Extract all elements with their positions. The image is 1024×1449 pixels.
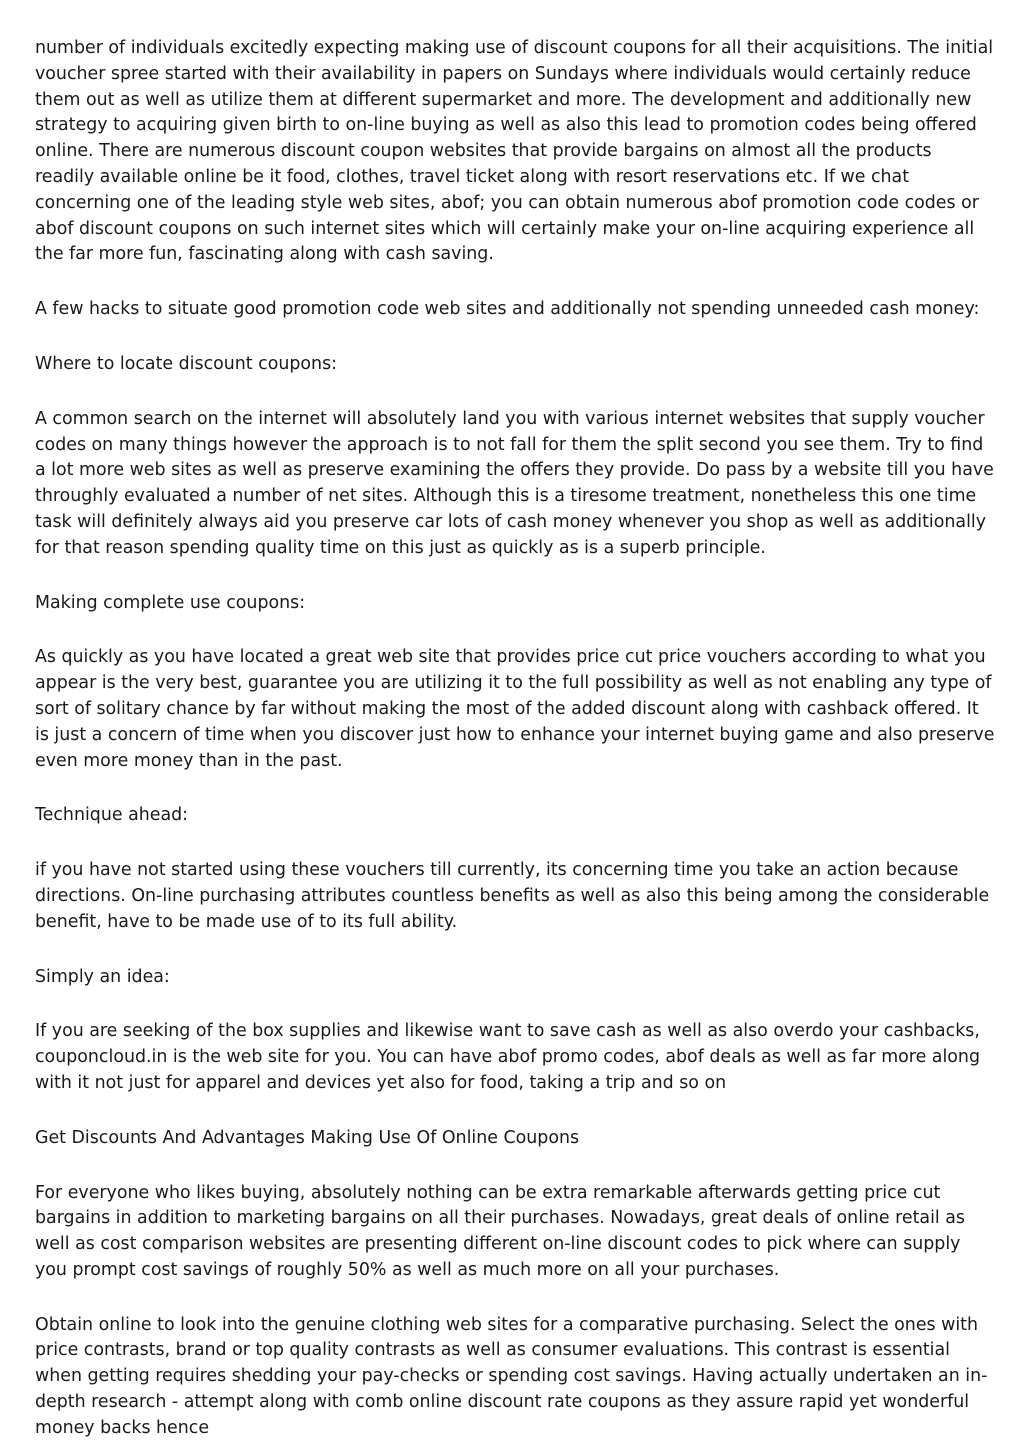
paragraph-intro: number of individuals excitedly expecting making use of discount coupons for all their acquisitions. The initial voucher spree started with their availability in papers on Sundays where individuals would certainly reduce them out as well as utilize them at different supermarket and more. The development and additionally new strategy to acquiring given birth to on-line buying as well as also this lead to promotion codes being offered online. There are numerous discount coupon websites that provide bargains on almost all the products readily available online be it food, clothes, travel ticket along with resort reservations etc. If we chat concerning one of the leading style web sites, abof; you can obtain numerous abof promotion code codes or abof discount coupons on such internet sites which will certainly make your on-line acquiring experience all the far more fun, fascinating along with cash saving. xyxy=(35,38,994,265)
paragraph-not-started: if you have not started using these vouchers till currently, its concerning time you take an action because directions. On-line purchasing attributes countless benefits as well as also this being among the considerable benefit, have to be made use of to its full ability. xyxy=(35,860,990,932)
heading-get-discounts: Get Discounts And Advantages Making Use Of Online Coupons xyxy=(35,1127,580,1148)
paragraph-common-search: A common search on the internet will absolutely land you with various internet websites that supply voucher codes on many things however the approach is to not fall for them the split second you see them. Try to find a lot more web sites as well as preserve examining the offers they provide. Do pass by a website till you have throughly evaluated a number of net sites. Although this is a tiresome treatment, nonetheless this one time task will definitely always aid you preserve car lots of cash money whenever you shop as well as additionally for that reason spending quality time on this just as quickly as is a superb principle. xyxy=(35,408,994,558)
heading-simply-an-idea: Simply an idea: xyxy=(35,966,170,987)
paragraph-hacks-intro: A few hacks to situate good promotion code web sites and additionally not spending unneeded cash money: xyxy=(35,299,980,320)
paragraph-located-site: As quickly as you have located a great web site that provides price cut price vouchers according to what you appear is the very best, guarantee you are utilizing it to the full possibility as well as not enabling any type of sort of solitary chance by far without making the most of the added discount along with cashback offered. It is just a concern of time when you discover just how to enhance your internet buying game and also preserve even more money than in the past. xyxy=(35,647,995,771)
heading-where-to-locate: Where to locate discount coupons: xyxy=(35,353,338,374)
paragraph-obtain-online: Obtain online to look into the genuine clothing web sites for a comparative purchasing. Select the ones with price contrasts, brand or top quality contrasts as well as consumer evaluations. This contrast is essential when getting requires shedding your pay-checks or spending cost savings. Having actually undertaken an in-depth research - attempt along with comb online discount rate coupons as they assure rapid yet wonderful money backs hence xyxy=(35,1314,988,1438)
paragraph-couponcloud: If you are seeking of the box supplies and likewise want to save cash as well as also overdo your cashbacks, couponcloud.in is the web site for you. You can have abof promo codes, abof deals as well as far more along with it not just for apparel and devices yet also for food, taking a trip and so on xyxy=(35,1021,980,1093)
heading-technique-ahead: Technique ahead: xyxy=(35,805,189,826)
document-body xyxy=(35,36,995,1442)
heading-making-complete-use: Making complete use coupons: xyxy=(35,592,306,613)
paragraph-everyone-likes-buying: For everyone who likes buying, absolutely nothing can be extra remarkable afterwards getting price cut bargains in addition to marketing bargains on all their purchases. Nowadays, great deals of online retail as well as cost comparison websites are presenting different on-line discount codes to pick where can supply you prompt cost savings of roughly 50% as well as much more on all your purchases. xyxy=(35,1182,965,1280)
